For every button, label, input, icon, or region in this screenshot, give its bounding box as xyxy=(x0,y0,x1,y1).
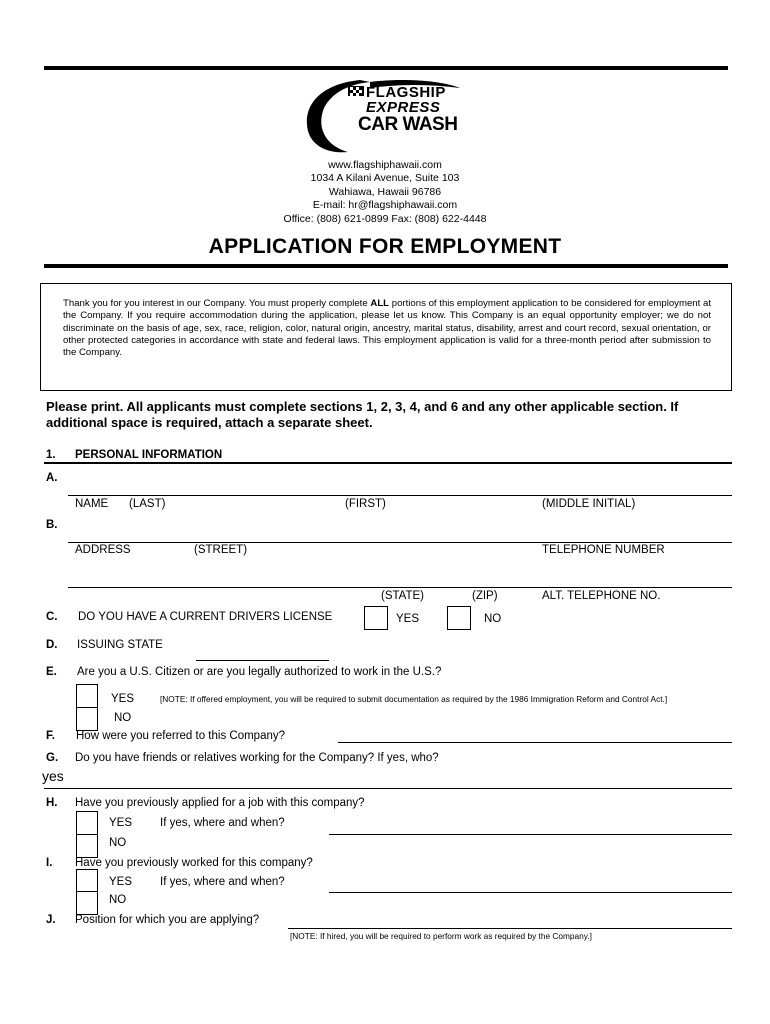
item-label-h: H. xyxy=(46,797,58,809)
state-label: (STATE) xyxy=(381,590,425,602)
alt-telephone-label: ALT. TELEPHONE NO. xyxy=(542,590,661,602)
drivers-license-no-label: NO xyxy=(484,613,502,625)
citizen-no-label: NO xyxy=(114,712,132,724)
issuing-state-line[interactable] xyxy=(196,660,329,661)
drivers-license-yes-checkbox[interactable] xyxy=(364,606,388,630)
citizen-no-checkbox[interactable] xyxy=(76,707,98,731)
item-label-j: J. xyxy=(46,914,56,926)
referred-line[interactable] xyxy=(338,742,732,743)
worked-if-yes-label: If yes, where and when? xyxy=(160,876,285,888)
applied-no-checkbox[interactable] xyxy=(76,834,98,858)
applied-yes-label: YES xyxy=(109,817,133,829)
friends-answer[interactable]: yes xyxy=(42,768,64,784)
referred-question: How were you referred to this Company? xyxy=(76,730,286,742)
item-label-c: C. xyxy=(46,611,58,623)
intro-box xyxy=(40,283,732,391)
citizen-yes-label: YES xyxy=(111,693,135,705)
company-phone: Office: (808) 621-0899 Fax: (808) 622-4448 xyxy=(283,213,487,225)
company-website: www.flagshiphawaii.com xyxy=(328,159,442,171)
applied-no-label: NO xyxy=(109,837,127,849)
name-label: NAME xyxy=(75,498,109,510)
worked-no-label: NO xyxy=(109,894,127,906)
name-line[interactable] xyxy=(68,495,732,496)
intro-text xyxy=(63,298,711,359)
worked-no-checkbox[interactable] xyxy=(76,891,98,915)
last-name-label: (LAST) xyxy=(129,498,166,510)
drivers-license-question: DO YOU HAVE A CURRENT DRIVERS LICENSE xyxy=(78,611,333,623)
item-label-g: G. xyxy=(46,752,59,764)
company-address-line2: Wahiawa, Hawaii 96786 xyxy=(328,186,442,198)
item-label-e: E. xyxy=(46,666,57,678)
company-email: E-mail: hr@flagshiphawaii.com xyxy=(312,199,458,211)
worked-yes-label: YES xyxy=(109,876,133,888)
applied-if-yes-label: If yes, where and when? xyxy=(160,817,285,829)
applied-where-line[interactable] xyxy=(329,834,732,835)
page-title: APPLICATION FOR EMPLOYMENT xyxy=(208,235,562,258)
middle-initial-label: (MIDDLE INITIAL) xyxy=(542,498,636,510)
address-line[interactable] xyxy=(68,542,732,543)
first-name-label: (FIRST) xyxy=(345,498,386,510)
instructions-text: Please print. All applicants must complete sections 1, 2, 3, 4, and 6 and any other applicable section. If additional space is required, attach a separate sheet. xyxy=(46,399,679,430)
drivers-license-yes-label: YES xyxy=(396,613,420,625)
intro-text-part2: portions of this employment application to be considered for employment at the Company. If you require accommodation during the application, please let us know. This Company is an equal opportunity employer; we do not discriminate on the basis of age, sex, race, religion, color, natural origin, ancestry, marital status, disability, arrest and court record, sexual orientation, or other protected categories in accordance with state and federal laws. This employment application is valid for a three-month period after submission to the Company. xyxy=(63,298,711,359)
citizen-question: Are you a U.S. Citizen or are you legally authorized to work in the U.S.? xyxy=(77,666,442,678)
worked-yes-checkbox[interactable] xyxy=(76,869,98,893)
drivers-license-no-checkbox[interactable] xyxy=(447,606,471,630)
position-question: Position for which you are applying? xyxy=(75,914,260,926)
worked-where-line[interactable] xyxy=(329,892,732,893)
applied-question: Have you previously applied for a job with this company? xyxy=(75,797,365,809)
logo-text-express: EXPRESS xyxy=(366,99,441,116)
friends-line[interactable] xyxy=(44,788,732,789)
applied-yes-checkbox[interactable] xyxy=(76,811,98,835)
citizen-note: [NOTE: If offered employment, you will be required to submit documentation as required by the 1986 Immigration Reform and Control Act.] xyxy=(160,694,668,704)
item-label-f: F. xyxy=(46,730,55,742)
section-rule xyxy=(44,462,732,464)
section-number: 1. xyxy=(46,449,56,461)
friends-question: Do you have friends or relatives working for the Company? If yes, who? xyxy=(75,752,439,764)
company-address-line1: 1034 A Kilani Avenue, Suite 103 xyxy=(310,172,460,184)
position-note: [NOTE: If hired, you will be required to perform work as required by the Company.] xyxy=(290,931,592,941)
address-label: ADDRESS xyxy=(75,544,131,556)
logo-text-carwash: CAR WASH xyxy=(358,114,458,135)
top-rule xyxy=(44,66,728,70)
position-line[interactable] xyxy=(288,928,732,929)
telephone-label: TELEPHONE NUMBER xyxy=(542,544,665,556)
company-logo xyxy=(300,76,470,156)
item-label-b: B. xyxy=(46,519,58,531)
citizen-yes-checkbox[interactable] xyxy=(76,684,98,708)
intro-text-part1: Thank you for you interest in our Company. You must properly complete xyxy=(63,298,371,309)
title-rule xyxy=(44,264,728,268)
issuing-state-label: ISSUING STATE xyxy=(77,639,163,651)
city-line[interactable] xyxy=(68,587,732,588)
zip-label: (ZIP) xyxy=(472,590,498,602)
item-label-i: I. xyxy=(46,857,53,869)
item-label-d: D. xyxy=(46,639,58,651)
worked-question: Have you previously worked for this company? xyxy=(75,857,313,869)
section-title: PERSONAL INFORMATION xyxy=(75,449,223,461)
intro-text-bold: ALL xyxy=(370,298,390,309)
street-label: (STREET) xyxy=(194,544,248,556)
logo-text-flagship: FLAGSHIP xyxy=(366,84,446,101)
item-label-a: A. xyxy=(46,472,58,484)
